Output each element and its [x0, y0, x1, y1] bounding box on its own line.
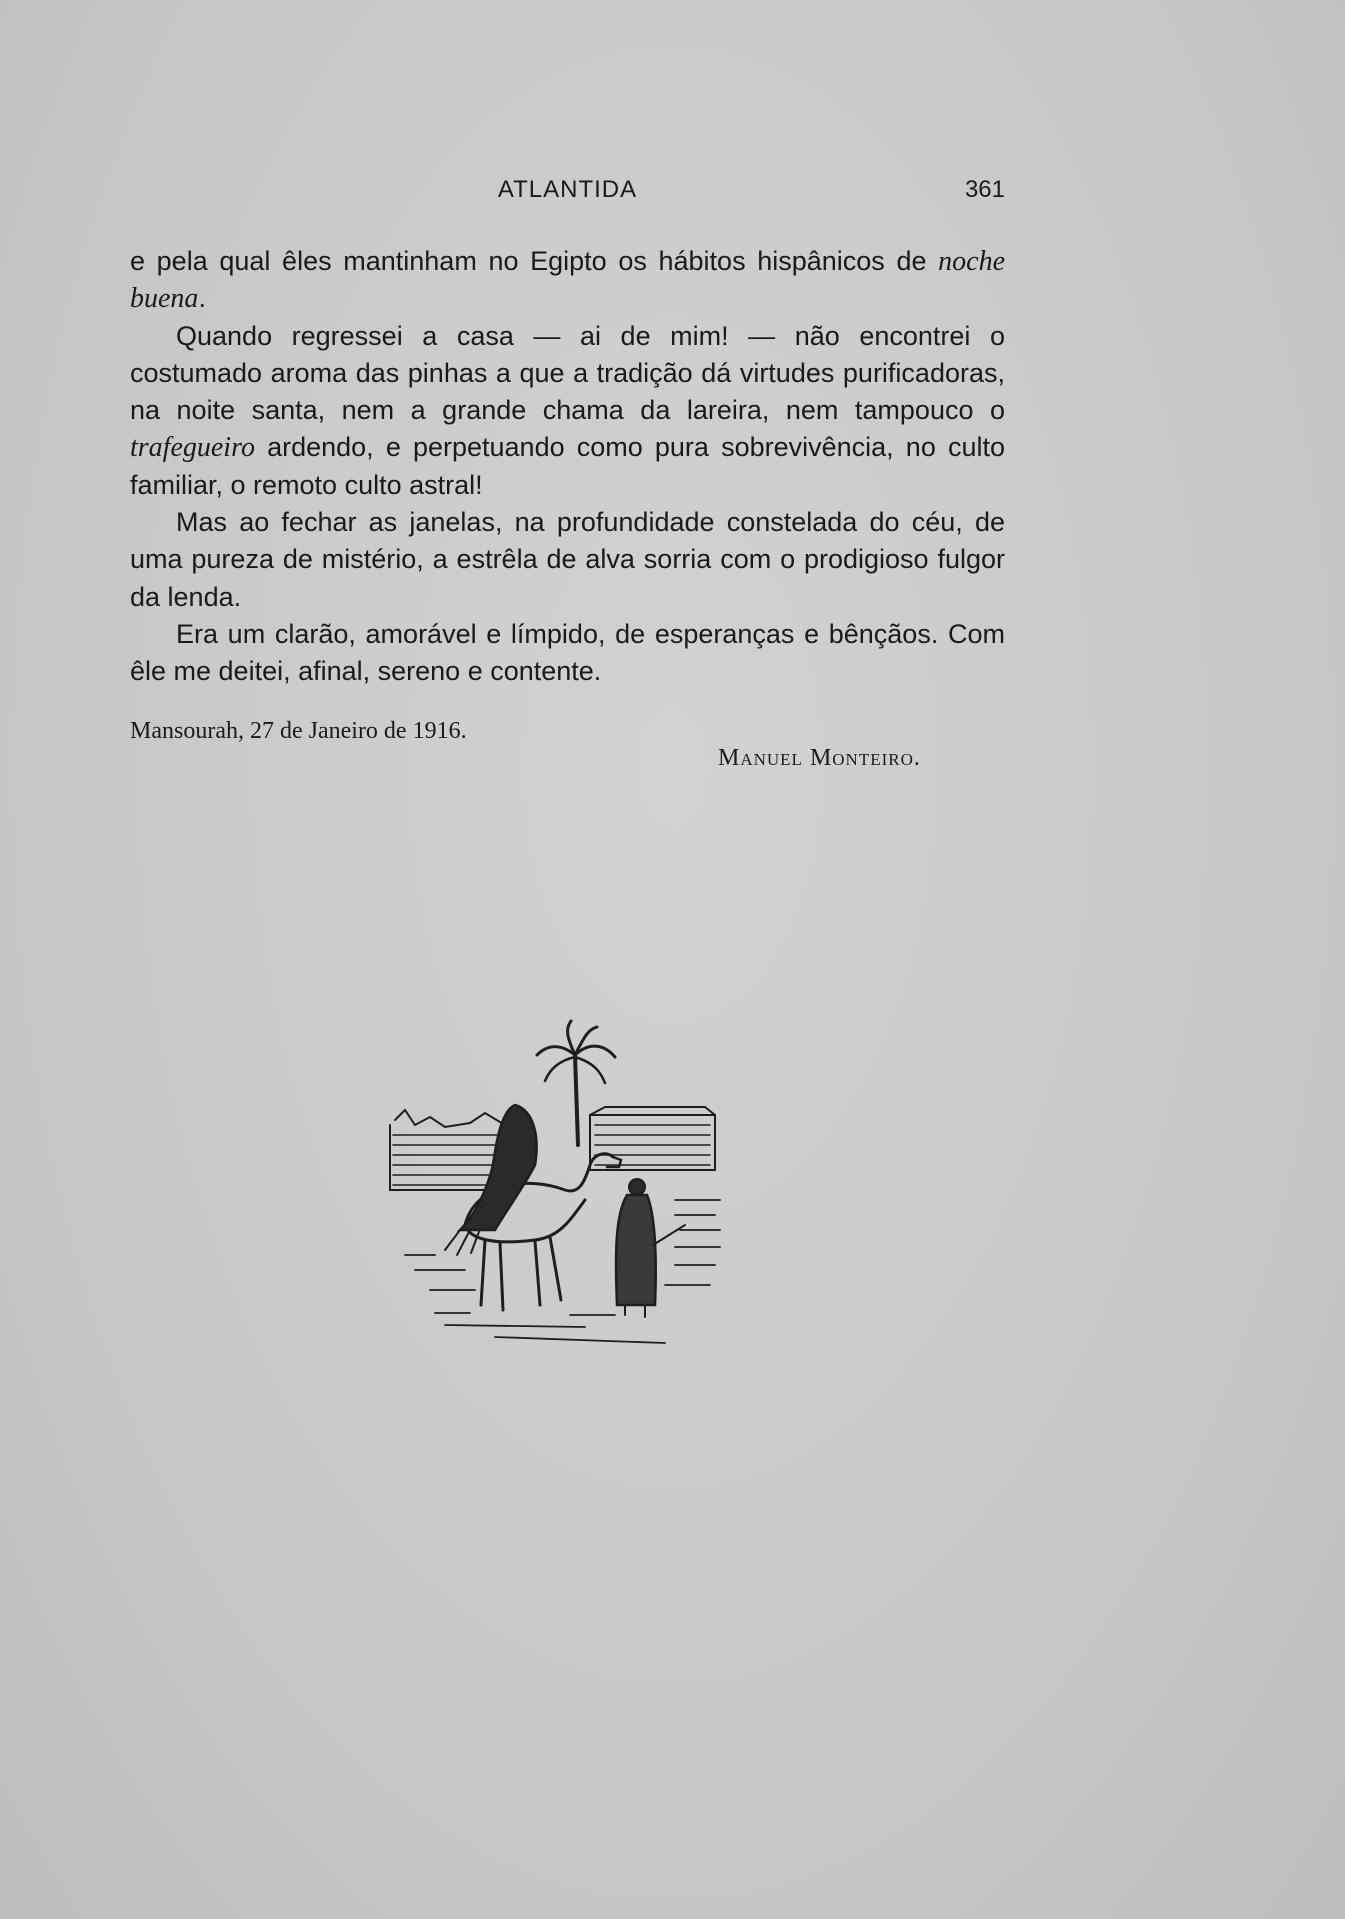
- paragraph-1-text: e pela qual êles mantinham no Egipto os hábitos hispânicos de: [130, 246, 939, 276]
- paragraph-2-text-a: Quando regressei a casa — ai de mim! — não encontrei o costumado aroma das pinhas a que a tradição dá virtudes purificadoras, na noite santa, nem a grande chama da lareira, nem tampouco o: [130, 320, 1005, 426]
- dateline: Mansourah, 27 de Janeiro de 1916.: [130, 718, 467, 744]
- author-signature: Manuel Monteiro.: [718, 745, 921, 771]
- paragraph-2-text-b: ardendo, e perpetuando como pura sobrevivência, no culto familiar, o remoto culto astral!: [130, 432, 1005, 500]
- body-text: [130, 243, 1005, 691]
- paragraph-1-italic: noche buena: [130, 246, 1005, 315]
- paragraph-3: Mas ao fechar as janelas, na profundidade constelada do céu, de uma pureza de mistério, a estrêla de alva sorria com o prodigioso fulgor da lenda.: [130, 507, 1005, 612]
- paragraph-2: [130, 318, 1005, 504]
- camel-rider-desert-vignette-icon: [375, 1015, 755, 1365]
- paragraph-1-end: .: [198, 283, 206, 314]
- paragraph-2-italic: trafegueiro: [130, 432, 255, 464]
- page-header: [130, 176, 1005, 206]
- paragraph-4: Era um clarão, amorável e límpido, de esperanças e bênçãos. Com êle me deitei, afinal, sereno e contente.: [130, 618, 1005, 687]
- page-number: 361: [964, 176, 1005, 203]
- paragraph-1: [130, 243, 1005, 318]
- running-title: ATLANTIDA: [497, 176, 638, 203]
